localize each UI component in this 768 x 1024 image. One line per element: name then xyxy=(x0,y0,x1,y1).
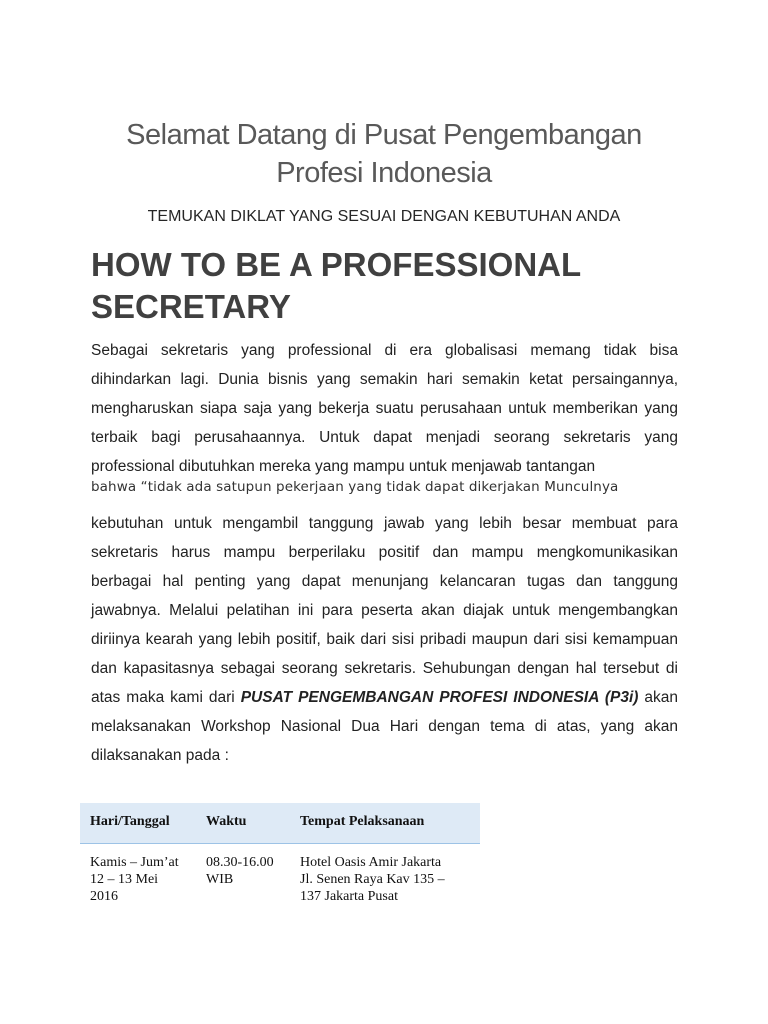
time-line: 08.30-16.00 xyxy=(206,855,274,870)
paragraph-quote-line: bahwa “tidak ada satupun pekerjaan yang tidak dapat dikerjakan Munculnya xyxy=(91,479,619,495)
page-title xyxy=(70,116,698,192)
table-header-time: Waktu xyxy=(196,803,290,844)
table-cell-date xyxy=(80,844,196,912)
table-header-date: Hari/Tanggal xyxy=(80,803,196,844)
time-line: WIB xyxy=(206,872,234,887)
table-header-row xyxy=(80,803,480,844)
page-title-line-1: Selamat Datang di Pusat Pengembangan xyxy=(126,119,642,151)
paragraph-main-text-end: akan melaksanakan Workshop Nasional Dua Hari dengan tema di atas, yang akan dilaksanakan pada : xyxy=(91,689,679,764)
paragraph-main-text: kebutuhan untuk mengambil tanggung jawab yang lebih besar membuat para sekretaris harus mampu berperilaku positif dan mampu mengkomunikasikan berbagai hal penting yang dapat menunjang kelancaran tugas dan tanggung jawabnya. Melalui pelatihan ini para peserta akan diajak untuk mengembangkan diriinya kearah yang lebih positif, baik dari sisi pribadi maupun dari sisi kemampuan dan kapasitasnya sebagai seorang sekretaris. Sehubungan dengan hal tersebut di atas maka kami dari xyxy=(91,515,678,706)
table-cell-time xyxy=(196,844,290,912)
date-line: Kamis – Jum’at xyxy=(90,855,179,870)
paragraph-main xyxy=(91,509,678,770)
organization-name: PUSAT PENGEMBANGAN PROFESI INDONESIA (P3i) xyxy=(240,689,639,706)
date-line: 12 – 13 Mei xyxy=(90,872,159,887)
article-heading: HOW TO BE A PROFESSIONAL SECRETARY xyxy=(91,246,581,325)
date-line: 2016 xyxy=(90,889,118,904)
page-title-line-2: Profesi Indonesia xyxy=(276,157,492,189)
page-subtitle: TEMUKAN DIKLAT YANG SESUAI DENGAN KEBUTUHAN ANDA xyxy=(147,208,621,225)
table-header-place: Tempat Pelaksanaan xyxy=(290,803,480,844)
paragraph-intro: Sebagai sekretaris yang professional di era globalisasi memang tidak bisa dihindarkan lagi. Dunia bisnis yang semakin hari semakin ketat persaingannya, mengharuskan siapa saja yang bekerja suatu perusahaan untuk memberikan yang terbaik bagi perusahaannya. Untuk dapat menjadi seorang sekretaris yang professional dibutuhkan mereka yang mampu untuk menjawab tantangan xyxy=(91,342,678,475)
place-line: Jl. Senen Raya Kav 135 – xyxy=(300,872,445,887)
table-row xyxy=(80,844,480,912)
place-line: Hotel Oasis Amir Jakarta xyxy=(300,855,442,870)
place-line: 137 Jakarta Pusat xyxy=(300,889,398,904)
schedule-table xyxy=(80,803,480,911)
table-cell-place xyxy=(290,844,480,912)
